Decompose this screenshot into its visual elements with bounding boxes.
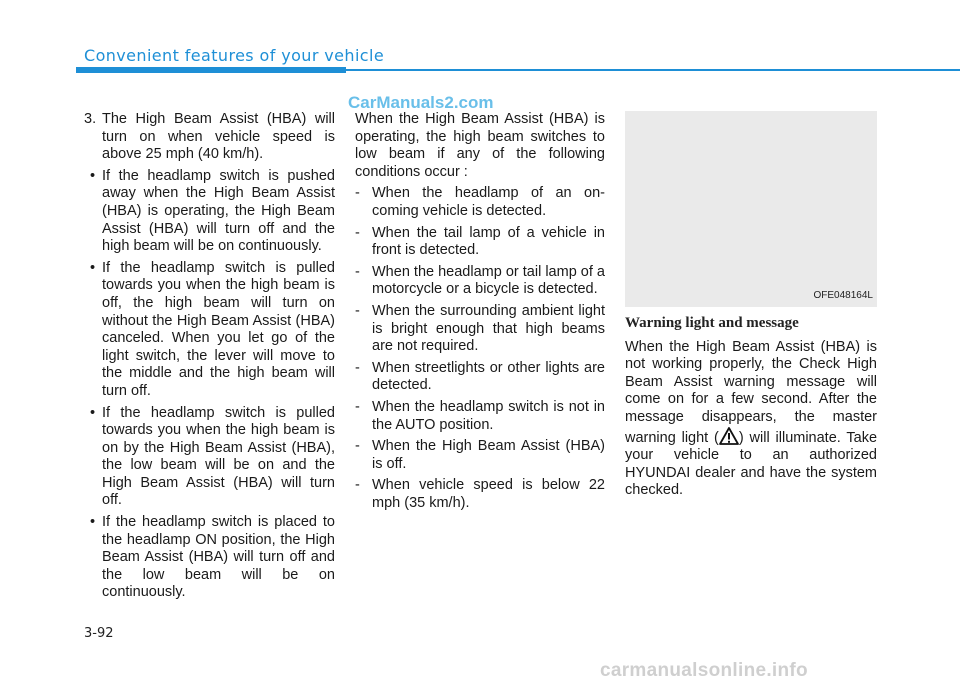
- condition-item: [355, 264, 605, 299]
- dash-mark: -: [355, 185, 360, 202]
- column-left: [84, 111, 335, 606]
- condition-text: When the headlamp switch is not in the AUTO position.: [372, 398, 605, 433]
- bullet-text: If the headlamp switch is placed to the headlamp ON position, the High Beam Assist (HBA) will turn off and the low beam will be on continuously.: [102, 514, 335, 601]
- condition-item: [355, 303, 605, 356]
- bullet-text: If the headlamp switch is pulled towards you when the high beam is on by the High Beam Assist (HBA), the low beam will be on and the High Beam Assist (HBA) will turn off.: [102, 404, 335, 509]
- bullet-dot: •: [90, 259, 96, 276]
- condition-text: When the headlamp of an on-coming vehicle is detected.: [372, 185, 605, 219]
- condition-item: [355, 360, 605, 395]
- figure-code: OFE048164L: [813, 290, 873, 302]
- page-number: 3-92: [84, 626, 114, 641]
- column-middle: [355, 111, 605, 512]
- dash-mark: -: [355, 224, 360, 241]
- condition-item: [355, 225, 605, 260]
- condition-item: [355, 477, 605, 512]
- condition-text: When vehicle speed is below 22 mph (35 km/h).: [372, 477, 605, 511]
- dash-mark: -: [355, 477, 360, 494]
- dash-mark: -: [355, 263, 360, 280]
- warning-paragraph: [625, 339, 877, 500]
- bullet-dot: •: [90, 514, 96, 531]
- bullet-item: [90, 514, 335, 602]
- bullet-dot: •: [90, 404, 96, 421]
- condition-text: When streetlights or other lights are detected.: [372, 359, 605, 394]
- warning-text-before: When the High Beam Assist (HBA) is not working properly, the Check High Beam Assist warning message will come on for a few second. After the message disappears, the master warning light (: [625, 338, 877, 446]
- bullet-item: [90, 168, 335, 256]
- header-title: Convenient features of your vehicle: [84, 46, 385, 65]
- header-rule-thick: [76, 67, 346, 73]
- bullet-text: If the headlamp switch is pushed away when the High Beam Assist (HBA) is operating, the High Beam Assist (HBA) will turn off and the high beam will be on continuously.: [102, 167, 335, 255]
- watermark-link-top[interactable]: CarManuals2.com: [348, 93, 494, 112]
- numbered-item-3: [84, 111, 335, 164]
- watermark-link-bottom[interactable]: carmanualsonline.info: [600, 660, 808, 681]
- warning-text-after: ) will illuminate. Take your vehicle to an authorized HYUNDAI dealer and have the system checked.: [625, 429, 878, 499]
- condition-text: When the tail lamp of a vehicle in front is detected.: [372, 224, 605, 259]
- condition-text: When the headlamp or tail lamp of a motorcycle or a bicycle is detected.: [372, 263, 605, 298]
- condition-item: [355, 185, 605, 220]
- item-number: 3.: [84, 111, 97, 127]
- condition-text: When the surrounding ambient light is bright enough that high beams are not required.: [372, 302, 605, 355]
- bullet-text: If the headlamp switch is pulled towards you when the high beam is off, the high beam will turn on without the High Beam Assist (HBA) canceled. When you let go of the light switch, the lever will move to the middle and the high beam will turn off.: [102, 259, 335, 399]
- bullet-item: [90, 405, 335, 511]
- warning-triangle-icon: [719, 427, 739, 445]
- header-rule-thin: [346, 69, 960, 71]
- illustration-placeholder: [625, 111, 877, 307]
- dash-mark: -: [355, 398, 360, 415]
- condition-text: When the High Beam Assist (HBA) is off.: [372, 438, 605, 472]
- conditions-intro: When the High Beam Assist (HBA) is operating, the high beam switches to low beam if any of the following conditions occur :: [355, 111, 605, 180]
- condition-item: [355, 438, 605, 473]
- dash-mark: -: [355, 359, 360, 376]
- dash-mark: -: [355, 302, 360, 319]
- bullet-item: [90, 260, 335, 401]
- column-right: [625, 111, 877, 500]
- dash-mark: -: [355, 438, 360, 455]
- item-text: The High Beam Assist (HBA) will turn on when vehicle speed is above 25 mph (40 km/h).: [102, 111, 335, 163]
- condition-item: [355, 399, 605, 434]
- bullet-dot: •: [90, 167, 96, 184]
- section-heading: Warning light and message: [625, 315, 799, 331]
